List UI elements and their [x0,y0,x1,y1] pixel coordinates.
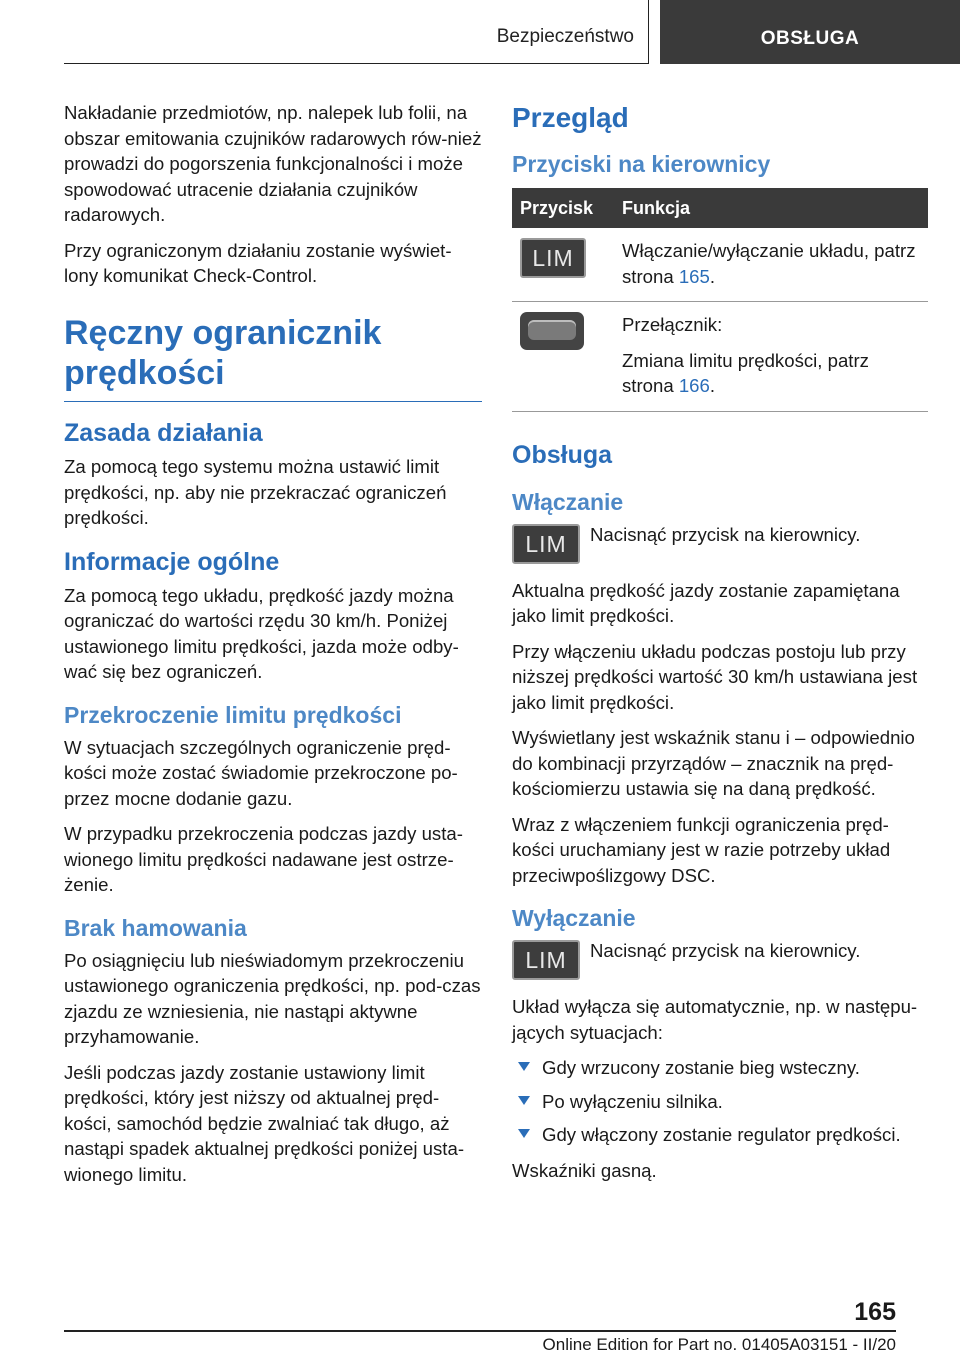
switch-off-row [512,938,928,980]
paragraph: Wraz z włączeniem funkcji ograniczenia pręd-kości uruchamiany jest w razie potrzeby układ przeciwpoślizgowy DSC. [512,813,891,886]
chapter-title: Ręczny ogranicznik prędkości [64,313,382,392]
subsection-heading: Przekroczenie limitu prędkości [64,701,402,728]
list-item: Po wyłączeniu silnika. [512,1089,928,1115]
paragraph: Za pomocą tego układu, prędkość jazdy można ograniczać do wartości rzędu 30 km/h. Poniżej ustawionego limitu prędkości, jazda może odby-wać się bez ograniczeń. [64,584,459,682]
subsection-heading: Wyłączanie [512,905,636,931]
table-header-function: Funkcja [614,188,928,228]
right-column [512,100,928,1193]
paragraph: Nakładanie przedmiotów, np. nalepek lub folii, na obszar emitowania czujników radarowych rów-nież prowadzi do pogorszenia funkcjonalności i może spowodować utracenie działania czujników radarowych. [64,102,482,225]
left-column [64,100,482,1197]
paragraph: Aktualna prędkość jazdy zostanie zapamiętana jako limit prędkości. [512,579,900,626]
arrow-bullet-icon [518,1129,530,1138]
table-row: Przełącznik: Zmiana limitu prędkości, patrz strona 166. [512,302,928,412]
paragraph: Jeśli podczas jazdy zostanie ustawiony limit prędkości, który jest niższy od aktualnej pręd-kości, samochód będzie zwalniać tak długo, aż nastąpi spadek aktualnej prędkości poniżej usta-wionego limitu. [64,1061,465,1185]
page-link[interactable]: 166 [678,375,710,396]
lim-button-icon: LIM [520,238,586,278]
footer-edition: Online Edition for Part no. 01405A03151 - II/20 [542,1335,896,1354]
header-section-box [64,0,649,64]
subsection-heading: Brak hamowania [64,914,247,941]
table-cell-text: Włączanie/wyłączanie układu, patrz strona [622,240,916,287]
header-chapter-label: OBSŁUGA [760,28,860,49]
buttons-table [512,188,928,412]
paragraph: W sytuacjach szczególnych ograniczenie pręd-kości może zostać świadomie przekroczone po-przez mocne dodanie gazu. [64,736,458,809]
paragraph: Przy ograniczonym działaniu zostanie wyświet-lony komunikat Check-Control. [64,239,452,286]
paragraph: Wyświetlany jest wskaźnik stanu i – odpowiednio do kombinacji przyrządów – znacznik na pręd-kościomierzu ustawia się na daną prędkość. [512,727,915,799]
paragraph: Po osiągnięciu lub nieświadomym przekroczeniu ustawionego ograniczenia prędkości, np. pod-czas zjazdu ze wzniesienia, nie nastąpi aktywne przyhamowanie. [64,949,481,1047]
paragraph: Układ wyłącza się automatycznie, np. w następu-jących sytuacjach: [512,996,918,1043]
subsection-heading: Przyciski na kierownicy [512,151,771,177]
list-item: Gdy wrzucony zostanie bieg wsteczny. [512,1055,928,1081]
paragraph: Nacisnąć przycisk na kierownicy. [590,940,861,961]
switch-on-row [512,522,928,564]
table-row: LIM Włączanie/wyłączanie układu, patrz strona 165. [512,228,928,302]
table-cell-text: Przełącznik: [622,314,723,335]
lim-button-icon: LIM [512,524,580,564]
arrow-bullet-icon [518,1096,530,1105]
paragraph: Przy włączeniu układu podczas postoju lub przy niższej prędkości wartość 30 km/h ustawiana jest jako limit prędkości. [512,640,918,713]
conditions-list [512,1055,928,1148]
rocker-switch-icon [520,312,584,350]
header-chapter-tab [660,0,960,64]
lim-button-icon: LIM [512,940,580,980]
header-section-title: Bezpieczeństwo [496,26,634,47]
page-number: 165 [854,1298,896,1326]
paragraph: Za pomocą tego systemu można ustawić limit prędkości, np. aby nie przekraczać ograniczeń prędkości. [64,456,447,528]
section-heading: Informacje ogólne [64,547,280,576]
chapter-title-rule [64,401,482,403]
table-header-button: Przycisk [512,188,614,228]
list-item: Gdy włączony zostanie regulator prędkości. [512,1122,928,1148]
footer-rule [64,1330,896,1332]
paragraph: Wskaźniki gasną. [512,1159,657,1181]
section-heading: Przegląd [512,102,629,133]
section-heading: Zasada działania [64,419,263,447]
table-cell-text: Zmiana limitu prędkości, patrz strona [622,349,869,396]
subsection-heading: Włączanie [512,488,624,515]
section-heading: Obsługa [512,440,613,469]
paragraph: Nacisnąć przycisk na kierownicy. [590,523,861,545]
paragraph: W przypadku przekroczenia podczas jazdy usta-wionego limitu prędkości nadawane jest ostrze-żenie. [64,823,463,895]
page-link[interactable]: 165 [678,265,710,287]
arrow-bullet-icon [518,1062,530,1071]
